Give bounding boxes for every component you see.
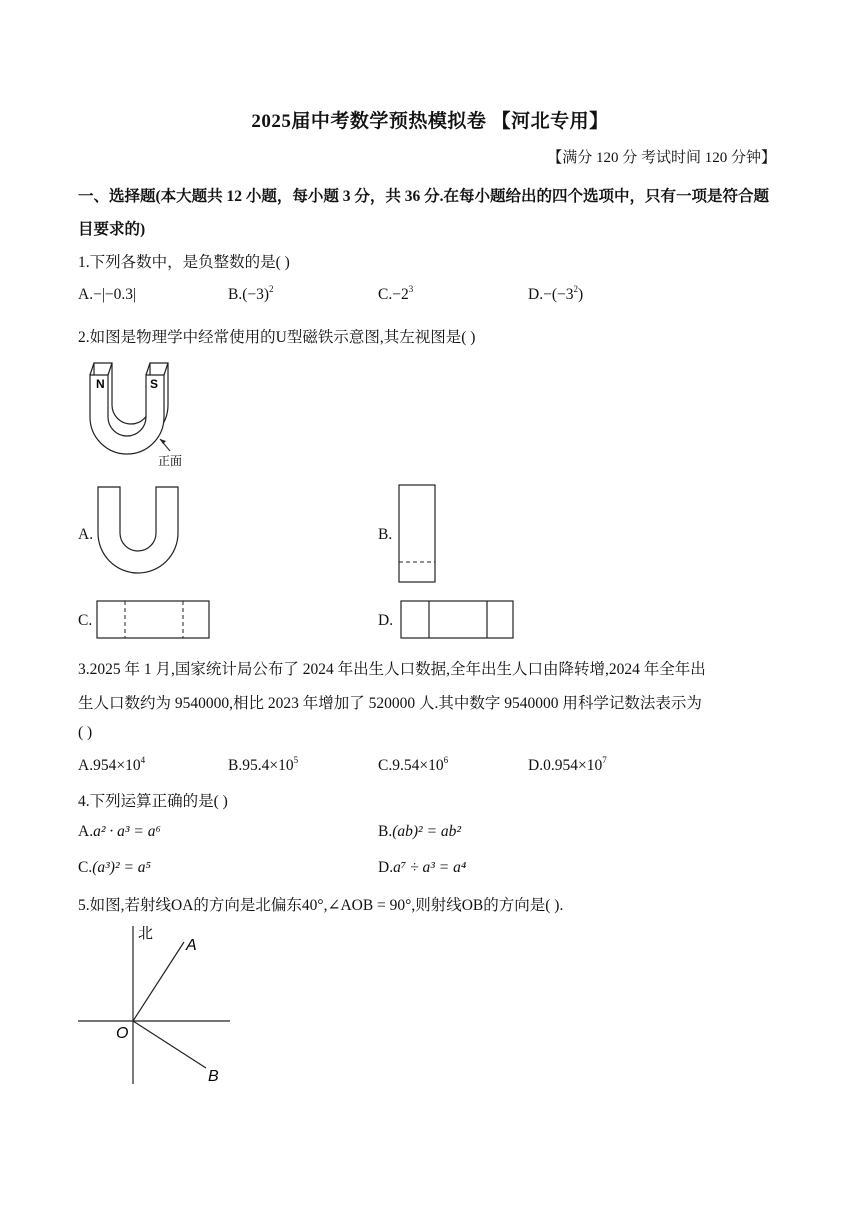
- q1-d-exp: 2: [573, 284, 578, 294]
- point-o-label: O: [116, 1025, 129, 1042]
- page-title: 2025届中考数学预热模拟卷 【河北专用】: [251, 111, 609, 132]
- q4-d-expr: a⁷ ÷ a³ = a⁴: [393, 859, 467, 876]
- q5-direction-figure: [74, 922, 234, 1088]
- q3-d-exp: 7: [602, 755, 607, 765]
- option-label: A.: [78, 757, 94, 774]
- magnet-front-label: 正面: [158, 454, 183, 468]
- q2-c-rect: [96, 600, 212, 640]
- u-magnet-figure: [78, 355, 208, 473]
- option-label: D.: [528, 757, 544, 774]
- q1-option-c[interactable]: [378, 286, 413, 304]
- q1-d-pre: −(−3: [543, 286, 574, 303]
- q3-stem-line2: 生人口数约为 9540000,相比 2023 年增加了 520000 人.其中数字 9540000 用科学记数法表示为: [78, 695, 702, 712]
- q2-option-a[interactable]: A.: [78, 526, 94, 543]
- q1-b-base: (−3): [242, 286, 270, 303]
- exam-meta: 【满分 120 分 考试时间 120 分钟】: [547, 150, 776, 166]
- q3-d-base: 0.954×10: [543, 757, 603, 774]
- option-label: B.: [228, 757, 243, 774]
- q1-a-expr: −|−0.3|: [93, 286, 137, 303]
- magnet-n-label: N: [96, 377, 105, 391]
- q2-a-u-shape: [96, 485, 180, 575]
- q2-option-d[interactable]: D.: [378, 612, 394, 629]
- ray-ob: [133, 1021, 206, 1068]
- q1-option-a[interactable]: [78, 286, 136, 304]
- q4-stem: 4.下列运算正确的是( ): [78, 793, 228, 810]
- q1-option-b[interactable]: [228, 286, 274, 304]
- q3-a-exp: 4: [140, 755, 146, 765]
- point-a-label: A: [186, 937, 197, 954]
- q4-option-b[interactable]: [378, 823, 461, 841]
- q3-b-exp: 5: [293, 755, 299, 765]
- option-label: B.: [378, 823, 393, 840]
- q3-option-d[interactable]: [528, 757, 607, 775]
- q3-option-c[interactable]: [378, 757, 448, 775]
- q3-c-base: 9.54×10: [392, 757, 444, 774]
- option-label: D.: [528, 286, 544, 303]
- q4-a-expr: a² · a³ = a⁶: [93, 823, 161, 840]
- magnet-s-label: S: [150, 377, 159, 391]
- q1-stem: 1.下列各数中，是负整数的是( ): [78, 254, 290, 271]
- q2-stem: 2.如图是物理学中经常使用的U型磁铁示意图,其左视图是( ): [78, 329, 476, 346]
- q1-option-d[interactable]: [528, 286, 583, 304]
- q2-option-b[interactable]: B.: [378, 526, 393, 543]
- q3-c-exp: 6: [443, 755, 449, 765]
- q1-b-exp: 2: [269, 284, 274, 294]
- point-b-label: B: [208, 1068, 219, 1085]
- q5-stem: 5.如图,若射线OA的方向是北偏东40°,∠AOB = 90°,则射线OB的方向是( ).: [78, 897, 564, 914]
- option-label: C.: [378, 286, 393, 303]
- q3-stem-line3: ( ): [78, 724, 93, 741]
- q4-b-expr: (ab)² = ab²: [392, 823, 462, 840]
- q2-option-c[interactable]: C.: [78, 612, 93, 629]
- q3-option-a[interactable]: [78, 757, 145, 775]
- q3-stem-line1: 3.2025 年 1 月,国家统计局公布了 2024 年出生人口数据,全年出生人口由降转增,2024 年全年出: [78, 661, 706, 678]
- q3-a-base: 954×10: [93, 757, 141, 774]
- option-label: B.: [228, 286, 243, 303]
- option-label: A.: [78, 286, 94, 303]
- q3-b-base: 95.4×10: [242, 757, 294, 774]
- option-label: C.: [378, 757, 393, 774]
- q3-option-b[interactable]: [228, 757, 298, 775]
- q1-c-exp: 3: [408, 284, 414, 294]
- ray-oa: [133, 942, 184, 1021]
- q4-c-expr: (a³)² = a⁵: [92, 859, 151, 876]
- option-label: D.: [378, 859, 394, 876]
- q2-d-rect: [400, 600, 516, 640]
- q1-d-post: ): [577, 286, 584, 303]
- q4-option-c[interactable]: [78, 859, 151, 877]
- option-label: A.: [78, 823, 94, 840]
- q4-option-a[interactable]: [78, 823, 161, 841]
- north-label: 北: [138, 925, 154, 942]
- q4-option-d[interactable]: [378, 859, 466, 877]
- q1-c-base: −2: [392, 286, 409, 303]
- section-heading: 一、选择题(本大题共 12 小题，每小题 3 分，共 36 分.在每小题给出的四个选项中，只有一项是符合题目要求的): [78, 188, 770, 238]
- option-label: C.: [78, 859, 93, 876]
- q2-b-rect: [398, 484, 438, 584]
